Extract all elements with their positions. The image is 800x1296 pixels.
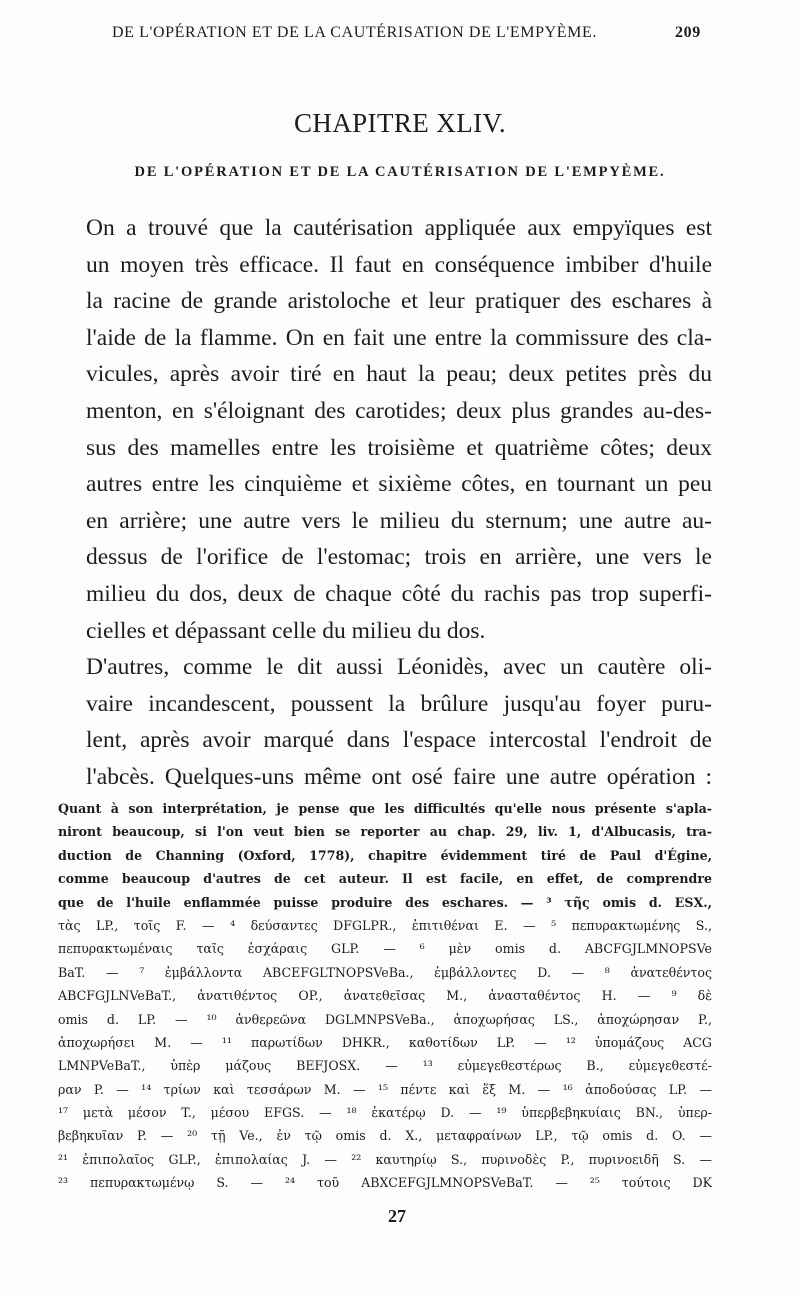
footnote-line: ¹⁷ μετὰ μέσον T., μέσου EFGS. — ¹⁸ ἑκατέρῳ D. — ¹⁹ ὑπερβεβηκυίαις BN., ὑπερ- <box>58 1105 712 1121</box>
footnote-line: ABCFGJLNVeBaT., ἀνατιθέντος OP., ἀνατεθεῖσας M., ἀνασταθέντος H. — ⁹ δὲ <box>58 988 712 1004</box>
folio-signature: 27 <box>388 1206 406 1226</box>
footnote-line: que de l'huile enflammée puisse produire des eschares. — ³ τῆς omis d. ESX., <box>58 894 712 910</box>
running-title: DE L'OPÉRATION ET DE LA CAUTÉRISATION DE L'EMPYÈME. <box>112 24 597 41</box>
body-line: vaire incandescent, poussent la brûlure jusqu'au foyer puru- <box>86 690 712 717</box>
footnote-line: ²¹ ἐπιπολαῖος GLP., ἐπιπολαίας J. — ²² καυτηρίῳ S., πυρινοδὲς P., πυρινοειδῆ S. — <box>58 1151 712 1167</box>
body-line: autres entre les cinquième et sixième côtes, en tournant un peu <box>86 471 712 498</box>
page-number: 209 <box>675 24 701 41</box>
body-line: l'aide de la flamme. On en fait une entre la commissure des cla- <box>86 324 712 351</box>
footnote-line: ἀποχωρήσει M. — ¹¹ παρωτίδων DHKR., καθοτίδων LP. — ¹² ὑπομάζους ACG <box>58 1034 712 1050</box>
body-line: D'autres, comme le dit aussi Léonidès, avec un cautère oli- <box>86 654 712 681</box>
body-line: un moyen très efficace. Il faut en conséquence imbiber d'huile <box>86 251 712 278</box>
section-title: DE L'OPÉRATION ET DE LA CAUTÉRISATION DE L'EMPYÈME. <box>134 164 666 180</box>
footnote-line: comme beaucoup d'autres de cet auteur. Il est facile, en effet, de comprendre <box>58 871 712 887</box>
footnote-line: niront beaucoup, si l'on veut bien se reporter au chap. 29, liv. 1, d'Albucasis, tra- <box>58 824 712 840</box>
footnote-line: duction de Channing (Oxford, 1778), chapitre évidemment tiré de Paul d'Égine, <box>58 847 712 863</box>
body-line: On a trouvé que la cautérisation appliquée aux empyïques est <box>86 215 712 241</box>
footnotes <box>58 797 712 1195</box>
footnote-line: ²³ πεπυρακτωμένῳ S. — ²⁴ τοῦ ABXCEFGJLMNOPSVeBaT. — ²⁵ τούτοις DK <box>58 1175 712 1191</box>
footnote-line: τὰς LP., τοῖς F. — ⁴ δεύσαντες DFGLPR., ἐπιτιθέναι E. — ⁵ πεπυρακτωμένης S., <box>58 917 712 933</box>
body-line: vicules, après avoir tiré en haut la peau; deux petites près du <box>86 361 712 388</box>
body-line: lent, après avoir marqué dans l'espace intercostal l'endroit de <box>86 727 712 754</box>
body-line: en arrière; une autre vers le milieu du sternum; une autre au- <box>86 507 712 534</box>
footnote-line: πεπυρακτωμέναις ταῖς ἐσχάραις GLP. — ⁶ μὲν omis d. ABCFGJLMNOPSVe <box>58 941 712 957</box>
body-line: cielles et dépassant celle du milieu du dos. <box>86 617 486 644</box>
running-head <box>112 24 710 42</box>
footnote-line: ραν P. — ¹⁴ τρίων καὶ τεσσάρων M. — ¹⁵ πέντε καὶ ἕξ M. — ¹⁶ ἀποδούσας LP. — <box>58 1081 712 1097</box>
footnote-line: LMNPVeBaT., ὑπὲρ μάζους BEFJOSX. — ¹³ εὐμεγεθεστέρως B., εὐμεγεθεστέ- <box>58 1058 712 1074</box>
body-line: milieu du dos, deux de chaque côté du rachis pas trop superfi- <box>86 580 712 607</box>
body-line: l'abcès. Quelques-uns même ont osé faire une autre opération : <box>86 763 712 790</box>
footnote-line: omis d. LP. — ¹⁰ ἀνθερεῶνα DGLMNPSVeBa., ἀποχωρήσας LS., ἀποχώρησαν P., <box>58 1011 712 1027</box>
body-line: dessus de l'orifice de l'estomac; trois en arrière, une vers le <box>86 544 712 571</box>
body-text <box>86 210 712 796</box>
chapter-title: CHAPITRE XLIV. <box>293 108 507 138</box>
footnote-line: BaT. — ⁷ ἐμβάλλοντα ABCEFGLTNOPSVeBa., ἐμβάλλοντες D. — ⁸ ἀνατεθέντος <box>58 964 712 980</box>
body-line: menton, en s'éloignant des carotides; deux plus grandes au-des- <box>86 397 712 424</box>
body-line: sus des mamelles entre les troisième et quatrième côtes; deux <box>86 434 712 461</box>
footnote-line: Quant à son interprétation, je pense que les difficultés qu'elle nous présente s'apla- <box>58 801 712 816</box>
footnote-line: βεβηκυῖαν P. — ²⁰ τῇ Ve., ἐν τῷ omis d. X., μεταφραίνων LP., τῷ omis d. O. — <box>58 1128 712 1144</box>
body-line: la racine de grande aristoloche et leur pratiquer des eschares à <box>86 288 712 315</box>
